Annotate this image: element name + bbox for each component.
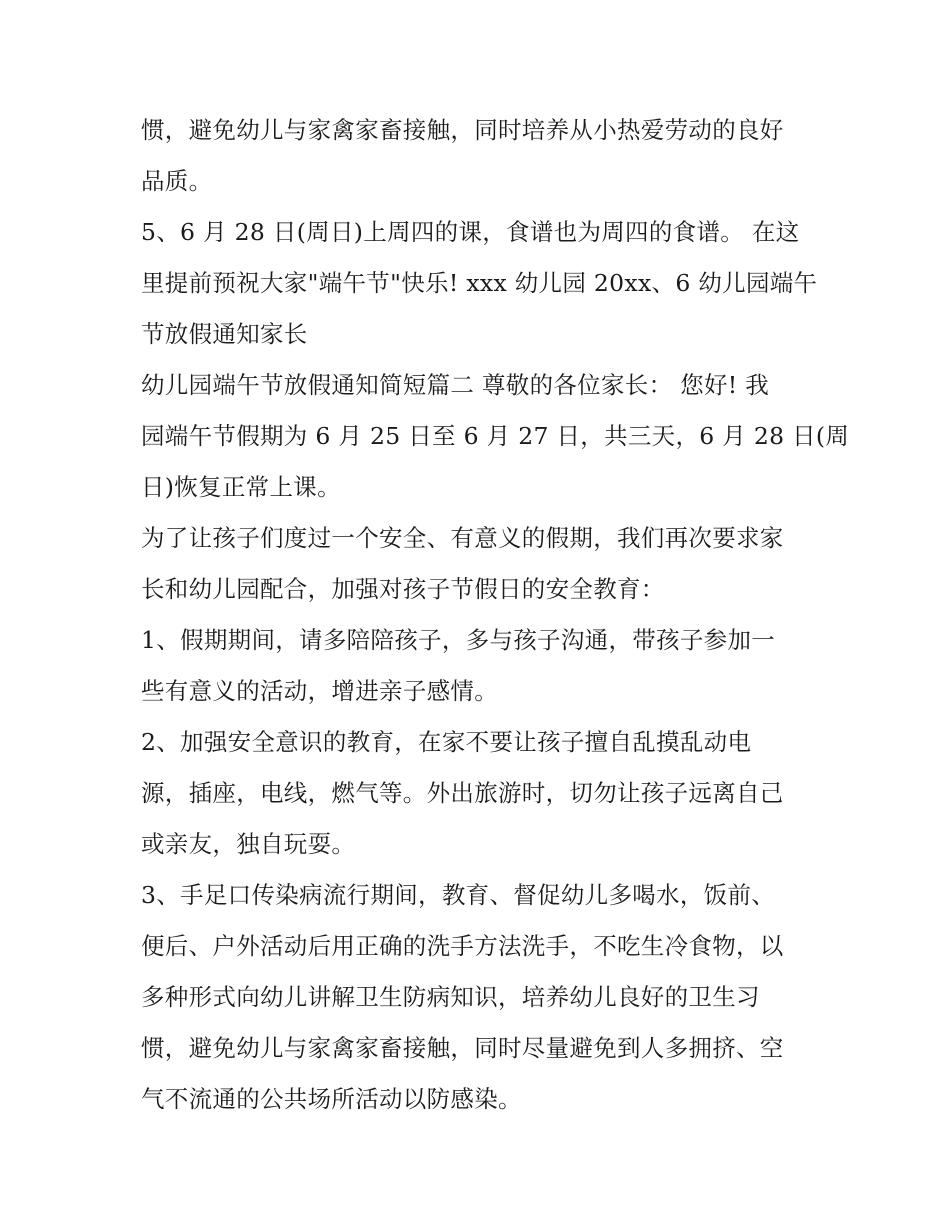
text-line: 气不流通的公共场所活动以防感染。 <box>141 1085 522 1113</box>
text-line: 为了让孩子们度过一个安全、有意义的假期，我们再次要求家 <box>141 524 784 552</box>
text-line: 1、假期期间，请多陪陪孩子，多与孩子沟通，带孩子参加一 <box>141 626 776 654</box>
document-body <box>141 105 850 1125</box>
text-line: 园端午节假期为 6 月 25 日至 6 月 27 日，共三天，6 月 28 日(周 <box>141 422 850 450</box>
text-line: 些有意义的活动，增进亲子感情。 <box>141 677 498 705</box>
text-line: 或亲友，独自玩耍。 <box>141 830 356 858</box>
text-line: 2、加强安全意识的教育，在家不要让孩子擅自乱摸乱动电 <box>141 728 752 756</box>
text-line: 多种形式向幼儿讲解卫生防病知识，培养幼儿良好的卫生习 <box>141 983 760 1011</box>
text-line: 幼儿园端午节放假通知简短篇二 尊敬的各位家长： 您好! 我 <box>141 371 770 399</box>
text-line: 日)恢复正常上课。 <box>141 473 341 501</box>
text-line: 源，插座，电线，燃气等。外出旅游时，切勿让孩子远离自己 <box>141 779 784 807</box>
text-line: 里提前预祝大家"端午节"快乐! xxx 幼儿园 20xx、6 幼儿园端午 <box>141 269 818 297</box>
text-line: 便后、户外活动后用正确的洗手方法洗手，不吃生冷食物，以 <box>141 932 784 960</box>
text-line: 惯，避免幼儿与家禽家畜接触，同时培养从小热爱劳动的良好 <box>141 116 784 144</box>
text-line: 5、6 月 28 日(周日)上周四的课，食谱也为周四的食谱。 在这 <box>141 218 800 246</box>
text-line: 节放假通知家长 <box>141 320 308 348</box>
text-line: 品质。 <box>141 167 213 195</box>
text-line: 3、手足口传染病流行期间，教育、督促幼儿多喝水，饭前、 <box>141 881 776 909</box>
text-line: 惯，避免幼儿与家禽家畜接触，同时尽量避免到人多拥挤、空 <box>141 1034 784 1062</box>
text-line: 长和幼儿园配合，加强对孩子节假日的安全教育： <box>141 575 665 603</box>
